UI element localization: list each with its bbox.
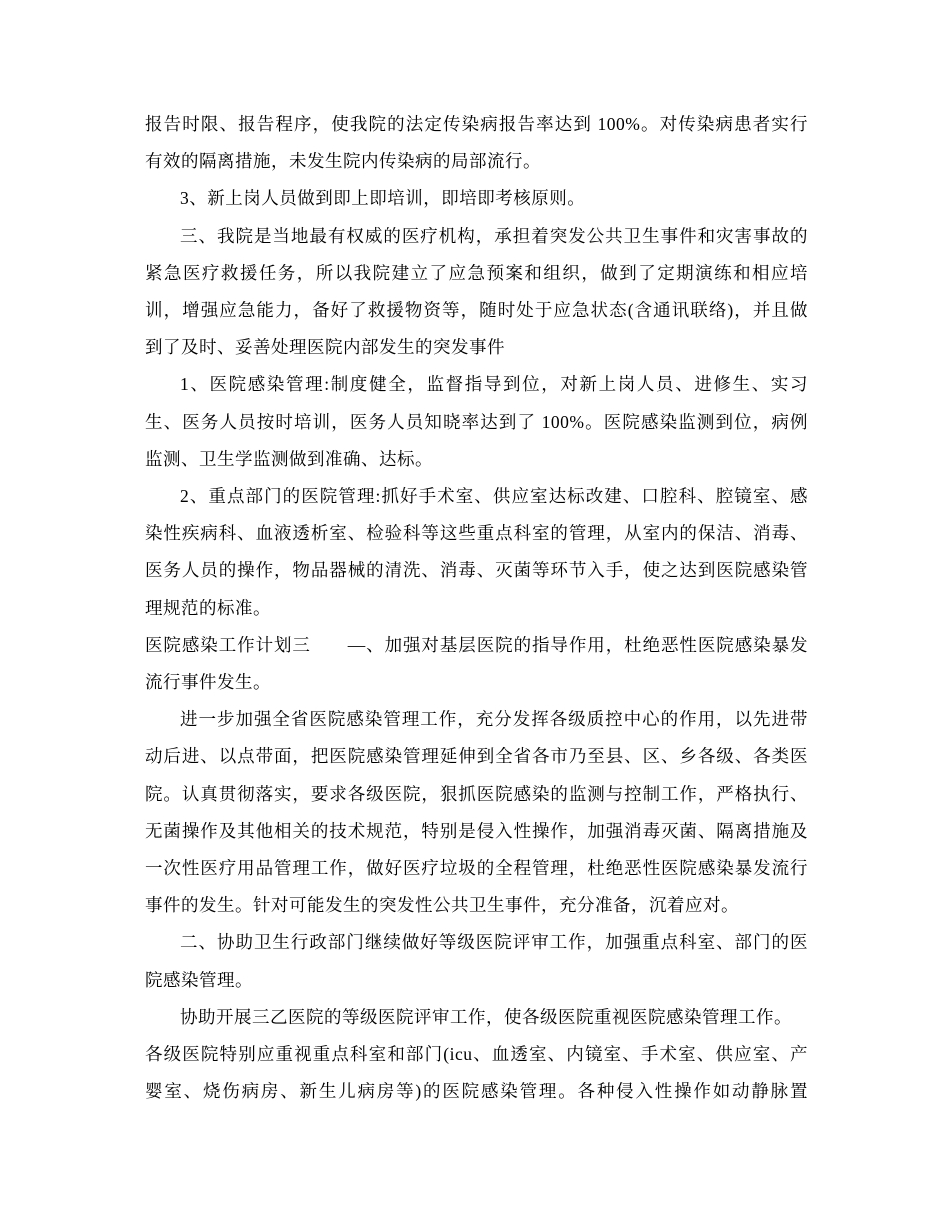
document-line: 理规范的标准。 — [145, 597, 271, 618]
document-line: 婴室、烧伤病房、新生儿病房等)的医院感染管理。各种侵入性操作如动静脉置 — [145, 1081, 808, 1102]
document-line: 进一步加强全省医院感染管理工作，充分发挥各级质控中心的作用，以先进带 — [180, 709, 808, 730]
document-line: 监测、卫生学监测做到准确、达标。 — [145, 448, 433, 469]
document-line: 无菌操作及其他相关的技术规范，特别是侵入性操作，加强消毒灭菌、隔离措施及 — [145, 820, 808, 841]
document-line: 一次性医疗用品管理工作，做好医疗垃圾的全程管理，杜绝恶性医院感染暴发流行 — [145, 858, 808, 879]
document-line: 有效的隔离措施，未发生院内传染病的局部流行。 — [145, 151, 541, 172]
document-line: 医务人员的操作，物品器械的清洗、消毒、灭菌等环节入手，使之达到医院感染管 — [145, 560, 808, 581]
document-line: 2、重点部门的医院管理:抓好手术室、供应室达标改建、口腔科、腔镜室、感 — [180, 486, 808, 507]
document-line: 各级医院特别应重视重点科室和部门(icu、血透室、内镜室、手术室、供应室、产 — [145, 1044, 808, 1065]
document-line: 生、医务人员按时培训，医务人员知晓率达到了 100%。医院感染监测到位，病例 — [145, 411, 808, 432]
document-line: 院感染管理。 — [145, 969, 253, 990]
document-line: 三、我院是当地最有权威的医疗机构，承担着突发公共卫生事件和灾害事故的 — [180, 225, 808, 246]
document-line: 染性疾病科、血液透析室、检验科等这些重点科室的管理，从室内的保洁、消毒、 — [145, 523, 808, 544]
document-line: 1、医院感染管理:制度健全，监督指导到位，对新上岗人员、进修生、实习 — [180, 374, 808, 395]
document-line: 报告时限、报告程序，使我院的法定传染病报告率达到 100%。对传染病患者实行 — [145, 114, 808, 134]
document-line: 到了及时、妥善处理医院内部发生的突发事件 — [145, 337, 505, 358]
document-line: 院。认真贯彻落实，要求各级医院，狠抓医院感染的监测与控制工作，严格执行、 — [145, 783, 808, 804]
document-line: 训，增强应急能力，备好了救援物资等，随时处于应急状态(含通讯联络)，并且做 — [145, 300, 808, 321]
document-line: 事件的发生。针对可能发生的突发性公共卫生事件，充分准备，沉着应对。 — [145, 895, 739, 916]
document-line: 协助开展三乙医院的等级医院评审工作，使各级医院重视医院感染管理工作。 — [180, 1006, 792, 1027]
document-line: 医院感染工作计划三 —、加强对基层医院的指导作用，杜绝恶性医院感染暴发 — [145, 634, 808, 655]
document-line: 动后进、以点带面，把医院感染管理延伸到全省各市乃至县、区、乡各级、各类医 — [145, 746, 808, 767]
document-line: 3、新上岗人员做到即上即培训，即培即考核原则。 — [180, 188, 586, 209]
document-line: 紧急医疗救援任务，所以我院建立了应急预案和组织，做到了定期演练和相应培 — [145, 262, 808, 283]
document-line: 二、协助卫生行政部门继续做好等级医院评审工作，加强重点科室、部门的医 — [180, 932, 808, 953]
document-line: 流行事件发生。 — [145, 672, 271, 693]
